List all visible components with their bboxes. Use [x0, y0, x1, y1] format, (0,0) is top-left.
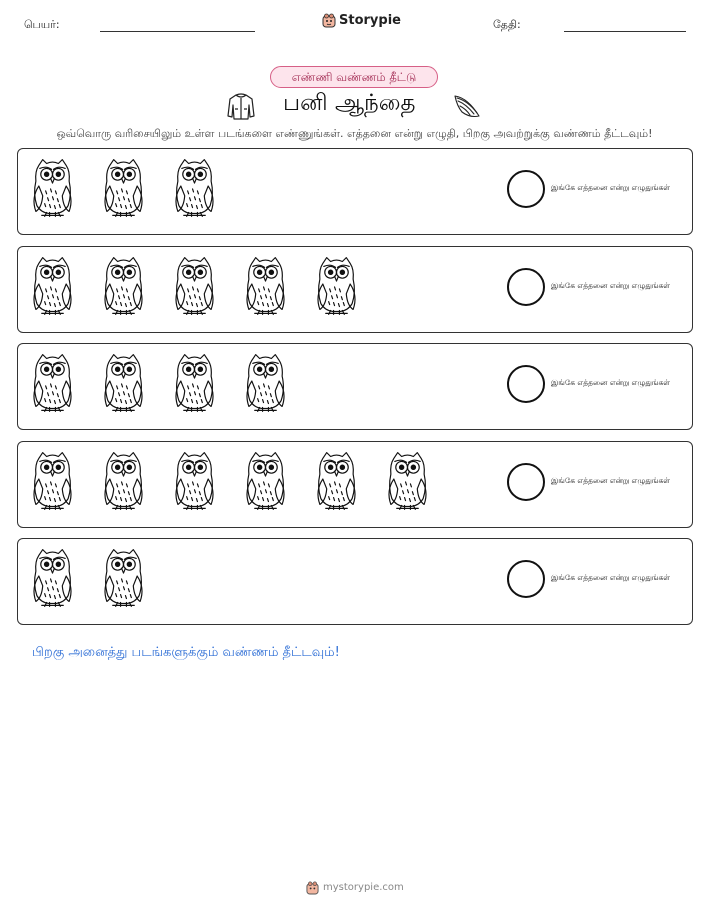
owl-group	[30, 449, 430, 511]
storypie-logo-icon	[306, 880, 319, 895]
owl-icon	[243, 351, 288, 413]
wing-icon	[452, 92, 482, 122]
owl-icon	[30, 156, 75, 218]
answer-circle[interactable]	[507, 365, 545, 403]
answer-hint: இங்கே எத்தனை என்று எழுதுங்கள்	[551, 475, 671, 485]
owl-icon	[243, 449, 288, 511]
owl-icon	[101, 254, 146, 316]
count-row	[17, 148, 693, 235]
footer-instruction: பிறகு அனைத்து படங்களுக்கும் வண்ணம் தீட்டவும்!	[32, 645, 340, 660]
date-label: தேதி:	[493, 18, 521, 31]
brand	[322, 12, 401, 28]
worksheet-instruction: ஒவ்வொரு வரிசையிலும் உள்ள படங்களை எண்ணுங்கள். எத்தனை என்று எழுதி, பிறகு அவற்றுக்கு வண்ணம் தீட்டவும்!	[56, 127, 653, 140]
owl-icon	[101, 546, 146, 608]
date-line[interactable]	[564, 31, 686, 32]
count-row	[17, 246, 693, 333]
answer-circle[interactable]	[507, 463, 545, 501]
owl-icon	[30, 254, 75, 316]
answer-circle[interactable]	[507, 560, 545, 598]
count-row	[17, 538, 693, 625]
activity-badge: எண்ணி வண்ணம் தீட்டு	[270, 66, 438, 88]
count-row	[17, 441, 693, 528]
answer-circle[interactable]	[507, 268, 545, 306]
counting-rows	[17, 148, 693, 636]
owl-icon	[101, 449, 146, 511]
owl-icon	[172, 449, 217, 511]
owl-group	[30, 351, 288, 413]
owl-icon	[172, 156, 217, 218]
site-footer	[306, 880, 404, 895]
answer-hint: இங்கே எத்தனை என்று எழுதுங்கள்	[551, 183, 671, 192]
owl-icon	[101, 351, 146, 413]
storypie-logo-icon	[322, 12, 336, 28]
answer-circle[interactable]	[507, 170, 545, 208]
owl-icon	[243, 254, 288, 316]
name-label: பெயர்:	[24, 18, 60, 31]
brand-name: Storypie	[339, 12, 401, 28]
owl-group	[30, 254, 359, 316]
owl-icon	[314, 254, 359, 316]
answer-hint: இங்கே எத்தனை என்று எழுதுங்கள்	[551, 378, 671, 387]
owl-icon	[30, 351, 75, 413]
owl-icon	[101, 156, 146, 218]
owl-icon	[172, 254, 217, 316]
name-line[interactable]	[100, 31, 255, 32]
owl-icon	[385, 449, 430, 511]
owl-group	[30, 156, 217, 218]
owl-group	[30, 546, 146, 608]
answer-hint: இங்கே எத்தனை என்று எழுதுங்கள்	[551, 573, 671, 582]
owl-icon	[172, 351, 217, 413]
worksheet-title: பனி ஆந்தை	[283, 90, 416, 116]
jacket-icon	[226, 92, 256, 122]
owl-icon	[30, 546, 75, 608]
count-row	[17, 343, 693, 430]
answer-hint: இங்கே எத்தனை என்று எழுதுங்கள்	[551, 280, 671, 290]
owl-icon	[30, 449, 75, 511]
owl-icon	[314, 449, 359, 511]
site-url[interactable]: mystorypie.com	[323, 882, 404, 893]
